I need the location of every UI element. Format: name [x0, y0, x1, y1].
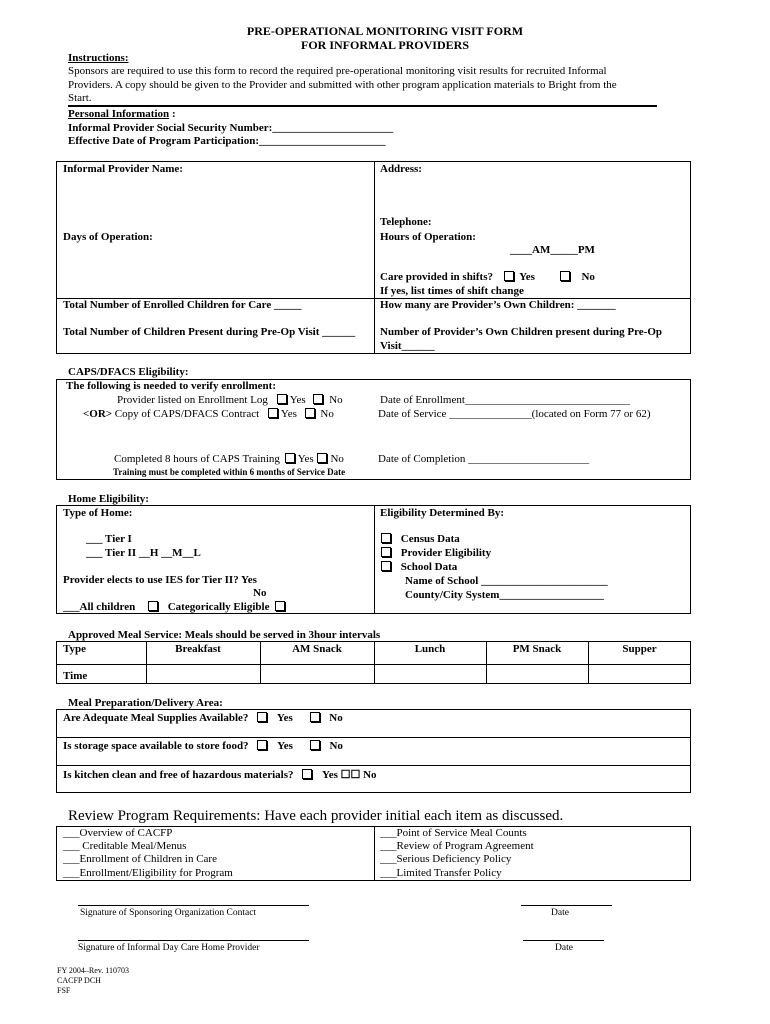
days-of-operation-label: Days of Operation:	[63, 231, 153, 243]
personal-info-label: Personal Information	[68, 108, 170, 120]
provider-name-label: Informal Provider Name:	[63, 163, 183, 175]
sponsor-signature-line[interactable]	[78, 905, 309, 906]
meal-supplies-no-label: No	[329, 712, 343, 724]
shifts-no-checkbox[interactable]	[560, 271, 570, 281]
review-left-item-1[interactable]: ___Overview of CACFP	[63, 827, 173, 839]
enrolled-children-field[interactable]: Total Number of Enrolled Children for Care _____	[63, 299, 302, 311]
meal-prep-rule-1	[56, 737, 691, 738]
meal-supplies-yes-checkbox[interactable]	[257, 712, 267, 722]
instructions-line-1: Sponsors are required to use this form to record the required pre-operational monitoring visit results for recruited Informal	[68, 65, 607, 77]
caps-contract-label: Copy of CAPS/DFACS Contract	[114, 408, 260, 420]
caps-contract-row	[83, 408, 334, 420]
enrollment-log-label: Provider listed on Enrollment Log	[117, 394, 268, 406]
enrollment-date-field[interactable]: Date of Enrollment______________________________	[380, 394, 630, 406]
review-right-item-1[interactable]: ___Point of Service Meal Counts	[380, 827, 527, 839]
completion-date-field[interactable]: Date of Completion ______________________	[378, 453, 590, 465]
school-data-label: School Data	[400, 561, 458, 573]
own-children-field[interactable]: How many are Provider’s Own Children: _______	[380, 299, 616, 311]
review-right-item-2[interactable]: ___Review of Program Agreement	[380, 840, 534, 852]
kitchen-question: Is kitchen clean and free of hazardous materials?	[63, 769, 294, 781]
tier-2-field[interactable]: ___ Tier II __H __M__L	[86, 547, 201, 559]
footer-program: CACFP DCH	[57, 976, 101, 985]
service-date-field[interactable]: Date of Service _______________(located on Form 77 or 62)	[378, 408, 651, 420]
type-of-home-label: Type of Home:	[63, 507, 133, 519]
storage-no-checkbox[interactable]	[310, 740, 320, 750]
school-data-checkbox[interactable]	[381, 561, 391, 571]
storage-row	[63, 740, 343, 752]
provider-eligibility-checkbox[interactable]	[381, 547, 391, 557]
training-yes-label: Yes	[297, 453, 314, 465]
meal-col-breakfast: Breakfast	[175, 643, 221, 655]
meal-col-pm-snack: PM Snack	[512, 643, 562, 655]
review-right-item-4[interactable]: ___Limited Transfer Policy	[380, 867, 502, 879]
training-label: Completed 8 hours of CAPS Training	[114, 453, 280, 465]
provider-eligibility-label: Provider Eligibility	[400, 547, 492, 559]
school-name-field[interactable]: Name of School _______________________	[405, 575, 608, 587]
sponsor-date-label: Date	[551, 908, 569, 918]
shifts-yes-checkbox[interactable]	[504, 271, 514, 281]
caps-intro: The following is needed to verify enrollment:	[66, 380, 276, 392]
kitchen-row	[63, 768, 377, 781]
ssn-field[interactable]: Informal Provider Social Security Number:______________________	[68, 122, 394, 134]
am-pm-field[interactable]: ____AM_____PM	[510, 244, 595, 256]
caps-contract-no-label: No	[320, 408, 334, 420]
eligibility-determined-label: Eligibility Determined By:	[380, 507, 505, 519]
footer-code: FSF	[57, 986, 71, 995]
meal-supplies-question: Are Adequate Meal Supplies Available?	[63, 712, 249, 724]
provider-signature-line[interactable]	[78, 940, 309, 941]
shifts-label: Care provided in shifts?	[380, 271, 493, 283]
storage-no-label: No	[329, 740, 343, 752]
caps-contract-no-checkbox[interactable]	[305, 408, 315, 418]
all-children-label: ___All children	[63, 601, 136, 613]
review-right-item-3[interactable]: ___Serious Deficiency Policy	[380, 853, 512, 865]
meal-col-lunch: Lunch	[414, 643, 446, 655]
review-left-item-4[interactable]: ___Enrollment/Eligibility for Program	[63, 867, 233, 879]
footer-revision: FY 2004–Rev. 110703	[57, 966, 129, 975]
meal-col-supper: Supper	[622, 643, 657, 655]
training-yes-checkbox[interactable]	[285, 453, 295, 463]
provider-date-line[interactable]	[523, 940, 604, 941]
enrollment-log-yes-label: Yes	[289, 394, 306, 406]
hours-of-operation-label: Hours of Operation:	[380, 231, 476, 243]
census-data-label: Census Data	[400, 533, 460, 545]
own-present-label: Number of Provider’s Own Children present during Pre-Op	[380, 326, 663, 338]
divider-rule	[68, 105, 657, 107]
form-subtitle: FOR INFORMAL PROVIDERS	[300, 38, 469, 52]
meal-supplies-no-checkbox[interactable]	[310, 712, 320, 722]
provider-box-divider	[374, 161, 375, 354]
enrollment-log-yes-checkbox[interactable]	[277, 394, 287, 404]
caps-contract-yes-checkbox[interactable]	[268, 408, 278, 418]
caps-contract-yes-label: Yes	[280, 408, 297, 420]
shifts-no-label: No	[581, 271, 595, 283]
all-children-checkbox[interactable]	[148, 601, 158, 611]
all-children-row	[63, 601, 288, 613]
meal-row-time: Time	[63, 670, 88, 682]
instructions-line-3: Start.	[68, 92, 92, 104]
training-row	[114, 453, 344, 465]
home-eligibility-heading: Home Eligibility:	[68, 493, 149, 505]
meal-col-type: Type	[63, 643, 87, 655]
shifts-question	[380, 271, 595, 283]
census-data-checkbox[interactable]	[381, 533, 391, 543]
shifts-yes-label: Yes	[519, 271, 535, 283]
provider-eligibility-row	[380, 547, 491, 559]
meal-col-am-snack: AM Snack	[292, 643, 342, 655]
caps-heading: CAPS/DFACS Eligibility:	[68, 366, 189, 378]
meal-supplies-yes-label: Yes	[276, 712, 293, 724]
personal-colon: :	[172, 108, 176, 120]
tier-1-field[interactable]: ___ Tier I	[86, 533, 132, 545]
ies-no-label: No	[253, 587, 267, 599]
meal-service-heading: Approved Meal Service: Meals should be served in 3hour intervals	[68, 629, 381, 641]
instructions-label: Instructions:	[68, 52, 129, 64]
provider-signature-label: Signature of Informal Day Care Home Provider	[78, 943, 260, 953]
telephone-label: Telephone:	[380, 216, 432, 228]
county-system-field[interactable]: County/City System___________________	[405, 589, 604, 601]
sponsor-signature-label: Signature of Sponsoring Organization Contact	[80, 908, 257, 918]
review-left-item-3[interactable]: ___Enrollment of Children in Care	[63, 853, 217, 865]
school-data-row	[380, 561, 457, 573]
instructions-line-2: Providers. A copy should be given to the Provider and submitted with other program application materials to Bright from the	[68, 79, 617, 91]
address-label: Address:	[380, 163, 422, 175]
meal-supplies-row	[63, 712, 343, 724]
enrollment-log-row	[117, 394, 343, 406]
children-present-field[interactable]: Total Number of Children Present during Pre-Op Visit ______	[63, 326, 356, 338]
storage-question: Is storage space available to store food?	[63, 740, 249, 752]
training-note: Training must be completed within 6 months of Service Date	[113, 467, 346, 477]
form-title: PRE-OPERATIONAL MONITORING VISIT FORM	[246, 24, 524, 38]
categorically-eligible-label: Categorically Eligible	[167, 601, 270, 613]
storage-yes-label: Yes	[277, 740, 293, 752]
meal-prep-rule-2	[56, 765, 691, 766]
categorically-eligible-checkbox[interactable]	[275, 601, 285, 611]
shift-times-label: If yes, list times of shift change	[380, 285, 524, 297]
home-box-divider	[374, 505, 375, 614]
own-present-field[interactable]: Visit______	[380, 340, 435, 352]
review-box-divider	[374, 826, 375, 881]
review-heading: Review Program Requirements: Have each provider initial each item as discussed.	[68, 808, 564, 824]
provider-date-label: Date	[555, 943, 573, 953]
storage-yes-checkbox[interactable]	[257, 740, 267, 750]
kitchen-answer[interactable]: Yes ☐☐ No	[321, 769, 377, 781]
census-data-row	[380, 533, 460, 545]
sponsor-date-line[interactable]	[521, 905, 612, 906]
review-left-item-2[interactable]: ___ Creditable Meal/Menus	[63, 840, 187, 852]
effective-date-field[interactable]: Effective Date of Program Participation:_______________________	[68, 135, 386, 147]
training-no-label: No	[330, 453, 344, 465]
ies-question: Provider elects to use IES for Tier II? Yes	[63, 574, 257, 586]
kitchen-yes-checkbox[interactable]	[302, 769, 312, 779]
training-no-checkbox[interactable]	[317, 453, 327, 463]
enrollment-log-no-label: No	[329, 394, 343, 406]
enrollment-log-no-checkbox[interactable]	[313, 394, 323, 404]
or-label: <OR>	[83, 408, 113, 420]
meal-prep-heading: Meal Preparation/Delivery Area:	[68, 697, 223, 709]
